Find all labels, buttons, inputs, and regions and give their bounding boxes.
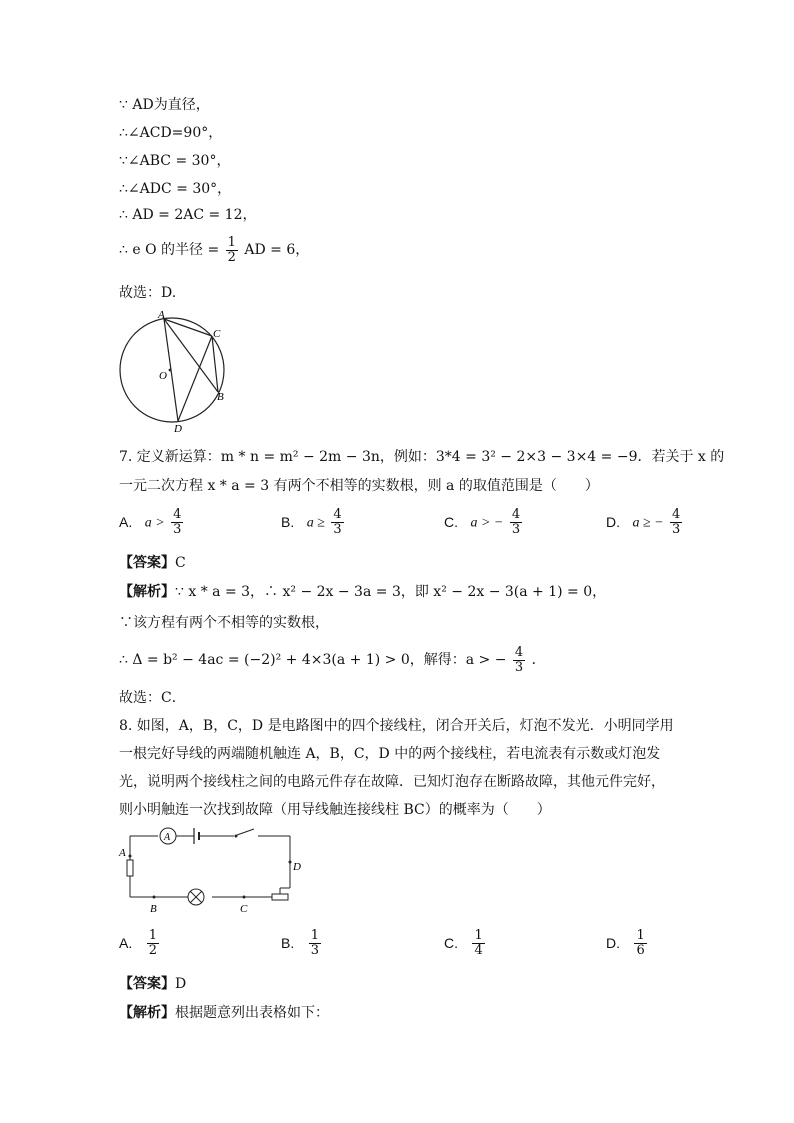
fraction-numerator: 4	[514, 644, 524, 660]
ammeter-label: A	[164, 832, 171, 843]
option-expr: a >	[144, 515, 165, 531]
resistor	[127, 860, 133, 876]
label-b: B	[150, 903, 157, 915]
option-expr: a ≥	[306, 515, 325, 531]
option-fraction	[147, 929, 159, 958]
analysis-text: 根据题意列出表格如下：	[175, 1005, 329, 1021]
option-label: C.	[444, 513, 458, 530]
q7-analysis-3	[119, 644, 546, 676]
label-b: B	[217, 391, 224, 403]
q8-analysis-1	[119, 1004, 329, 1022]
label-a: A	[119, 847, 126, 859]
analysis-end: ．	[531, 652, 546, 668]
fraction-denominator: 2	[148, 943, 157, 958]
option-label: B.	[281, 934, 295, 951]
radius-suffix: AD = 6，	[244, 242, 310, 258]
fraction-numerator: 4	[672, 507, 681, 522]
analysis-fraction	[513, 646, 525, 675]
option-fraction	[634, 929, 646, 958]
option-label: D.	[606, 934, 620, 951]
option-fraction	[171, 508, 183, 537]
q7-choose: 故选：C．	[119, 690, 186, 706]
q8-option-d	[606, 929, 649, 958]
q7-line-2: 一元二次方程 x * a = 3 有两个不相等的实数根，则 a 的取值范围是（ ）	[119, 478, 599, 494]
fraction-numerator: 1	[310, 928, 319, 943]
center-dot	[169, 369, 172, 372]
switch-lever	[237, 829, 254, 835]
segment-ac	[164, 319, 212, 336]
fraction-numerator: 4	[333, 507, 342, 522]
fraction-denominator: 3	[173, 522, 182, 537]
answer-value: C	[175, 555, 186, 571]
solution-line-5: ∴ AD = 2AC = 12，	[119, 207, 257, 223]
option-label: D.	[606, 513, 620, 530]
terminal-c	[243, 896, 246, 899]
analysis-text: ∵ x * a = 3，∴ x² − 2x − 3a = 3，即 x² − 2x − 3(a + 1) = 0，	[175, 584, 607, 600]
q7-answer	[119, 554, 186, 572]
fraction-denominator: 3	[511, 522, 521, 537]
terminal-a	[129, 855, 132, 858]
fraction-numerator: 4	[173, 507, 182, 522]
option-label: C.	[444, 934, 458, 951]
fraction-numerator: 1	[636, 928, 645, 943]
answer-value: D	[175, 976, 187, 992]
fraction-denominator: 3	[310, 943, 319, 958]
q7-analysis-2: ∵该方程有两个不相等的实数根，	[119, 615, 329, 631]
label-d: D	[293, 861, 301, 873]
fraction-denominator: 3	[333, 522, 342, 537]
q7-option-d	[606, 508, 684, 537]
radius-prefix: ∴ e O 的半径 =	[119, 242, 220, 258]
fraction-denominator: 3	[672, 522, 681, 537]
solution-line-2: ∴∠ACD=90°，	[119, 125, 223, 141]
option-label: A.	[119, 513, 133, 530]
option-expr: a > −	[470, 515, 504, 531]
solution-line-3: ∵∠ABC = 30°，	[119, 153, 231, 169]
q8-option-c	[444, 929, 487, 958]
option-fraction	[331, 508, 343, 537]
answer-label: 【答案】	[119, 555, 175, 571]
q8-line-4: 则小明触连一次找到故障（用导线触连接线柱 BC）的概率为（ ）	[119, 802, 551, 818]
solution-line-4: ∴∠ADC = 30°，	[119, 181, 232, 197]
option-label: B.	[281, 513, 295, 530]
label-d: D	[174, 423, 182, 434]
q8-option-b	[281, 929, 323, 958]
option-fraction	[510, 508, 522, 537]
terminal-b	[153, 896, 156, 899]
q7-line-1: 7. 定义新运算：m * n = m² − 2m − 3n，例如：3*4 = 3² − 2×3 − 3×4 = −9．若关于 x 的	[119, 449, 725, 465]
label-c: C	[213, 328, 221, 340]
option-fraction	[472, 929, 484, 958]
circuit-figure	[116, 826, 306, 918]
solution-choose: 故选：D.	[119, 285, 177, 301]
half-fraction	[226, 236, 238, 265]
fraction-denominator: 2	[227, 249, 236, 265]
fraction-denominator: 6	[636, 943, 645, 958]
q7-option-a	[119, 508, 185, 537]
q8-line-2: 一根完好导线的两端随机触连 A，B，C，D 中的两个接线柱，若电流表有示数或灯泡发	[119, 746, 661, 762]
circle-o	[120, 318, 224, 422]
fraction-numerator: 4	[511, 507, 521, 522]
solution-line-1: ∵ AD为直径，	[119, 97, 210, 113]
q8-answer	[119, 975, 186, 993]
analysis-label: 【解析】	[119, 584, 175, 600]
q7-analysis-1	[119, 583, 606, 601]
terminal-d	[289, 861, 292, 864]
answer-label: 【答案】	[119, 976, 175, 992]
analysis-label: 【解析】	[119, 1005, 175, 1021]
analysis-expr: ∴ Δ = b² − 4ac = (−2)² + 4×3(a + 1) > 0，解得：a > −	[119, 652, 507, 668]
fraction-numerator: 1	[227, 234, 236, 250]
q8-option-a	[119, 929, 161, 958]
option-fraction	[309, 929, 321, 958]
label-a: A	[158, 309, 165, 321]
fraction-denominator: 4	[474, 943, 483, 958]
fraction-denominator: 3	[514, 659, 524, 675]
q8-line-1: 8. 如图，A，B，C，D 是电路图中的四个接线柱，闭合开关后，灯泡不发光．小明同学用	[119, 718, 674, 734]
label-c: C	[240, 903, 248, 915]
option-label: A.	[119, 934, 133, 951]
fraction-numerator: 1	[148, 928, 157, 943]
option-fraction	[670, 508, 682, 537]
rheostat	[272, 894, 288, 900]
solution-line-6	[119, 234, 309, 266]
fraction-numerator: 1	[474, 928, 483, 943]
q7-option-b	[281, 508, 346, 537]
label-o: O	[159, 370, 167, 382]
option-expr: a ≥ −	[632, 515, 664, 531]
q8-line-3: 光，说明两个接线柱之间的电路元件存在故障．已知灯泡存在断路故障，其他元件完好，	[119, 774, 665, 790]
circle-figure	[112, 308, 236, 434]
q7-option-c	[444, 508, 524, 537]
